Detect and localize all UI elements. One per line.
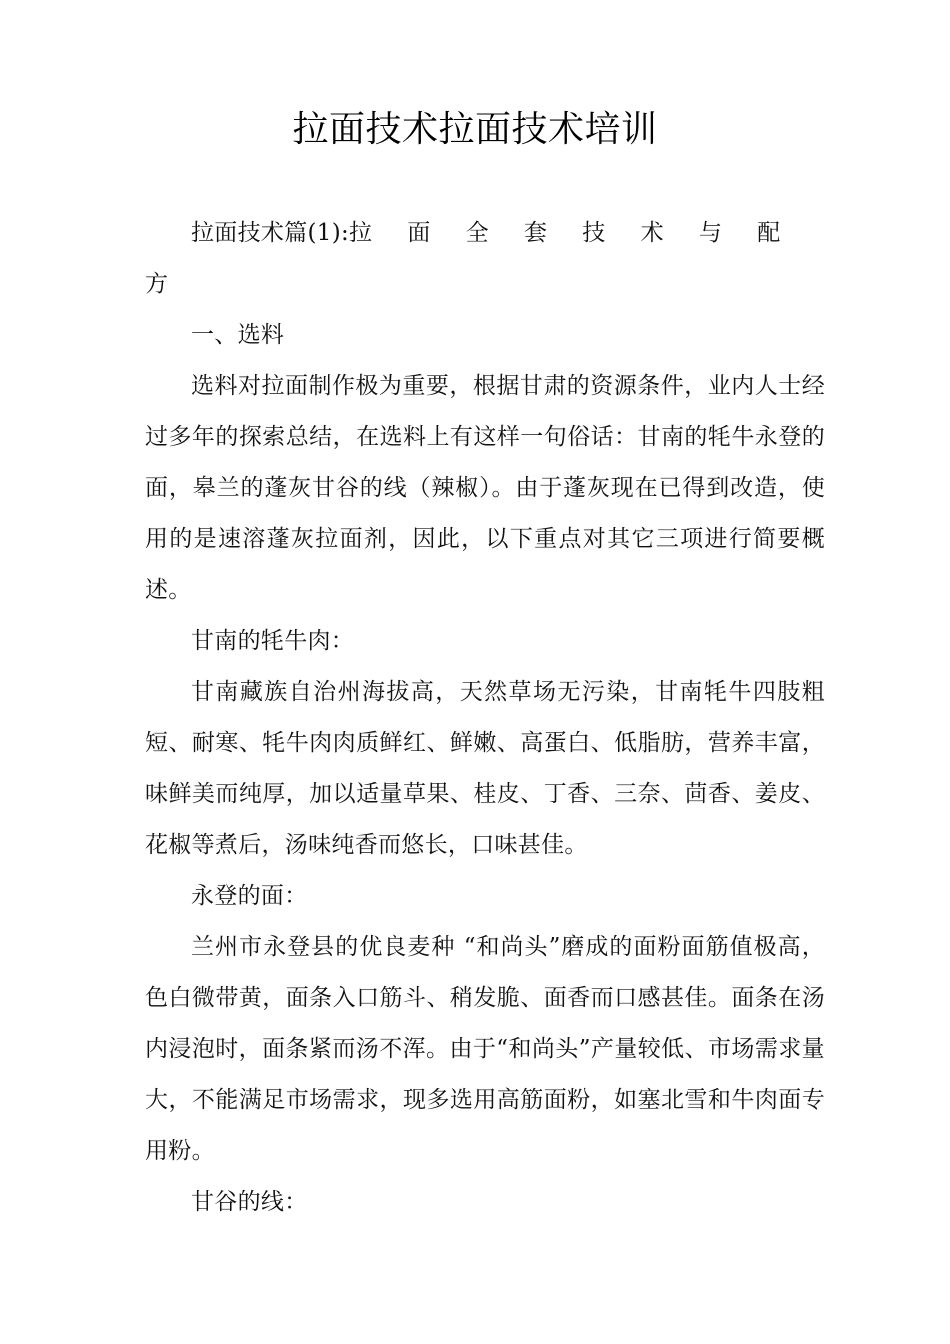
- subheading-gangu-chili: 甘谷的线：: [191, 1189, 308, 1215]
- paragraph-material-selection: 选料对拉面制作极为重要，根据甘肃的资源条件，业内人士经过多年的探索总结，在选料上有这样一句俗话：甘南的牦牛永登的面，皋兰的蓬灰甘谷的线（辣椒）。由于蓬灰现在已得到改造，使用的是速溶蓬灰拉面剂，因此，以下重点对其它三项进行简要概述。: [145, 373, 825, 603]
- document-title: 拉面技术拉面技术培训: [292, 109, 658, 150]
- subheading-yongdeng-flour: 永登的面：: [191, 883, 308, 909]
- subheading-material-selection: 一、选料: [191, 322, 285, 348]
- section-heading: [145, 208, 825, 310]
- section-heading-title: 拉 面 全 套 技 术 与 配 方: [145, 220, 795, 297]
- paragraph-yongdeng-flour: 兰州市永登县的优良麦种 “和尚头”磨成的面粉面筋值极高，色白微带黄，面条入口筋斗、稍发脆、面香而口感甚佳。面条在汤内浸泡时，面条紧而汤不浑。由于“和尚头”产量较低、市场需求量大，不能满足市场需求，现多选用高筋面粉，如塞北雪和牛肉面专用粉。: [145, 934, 825, 1164]
- subheading-yak-meat: 甘南的牦牛肉：: [191, 628, 355, 654]
- document-body: [145, 208, 825, 1228]
- paragraph-yak-meat: 甘南藏族自治州海拔高，天然草场无污染，甘南牦牛四肢粗短、耐寒、牦牛肉肉质鲜红、鲜嫩、高蛋白、低脂肪，营养丰富，味鲜美而纯厚，加以适量草果、桂皮、丁香、三奈、茴香、姜皮、花椒等煮后，汤味纯香而悠长，口味甚佳。: [145, 679, 825, 858]
- section-heading-prefix: 拉面技术篇(1):: [191, 220, 350, 246]
